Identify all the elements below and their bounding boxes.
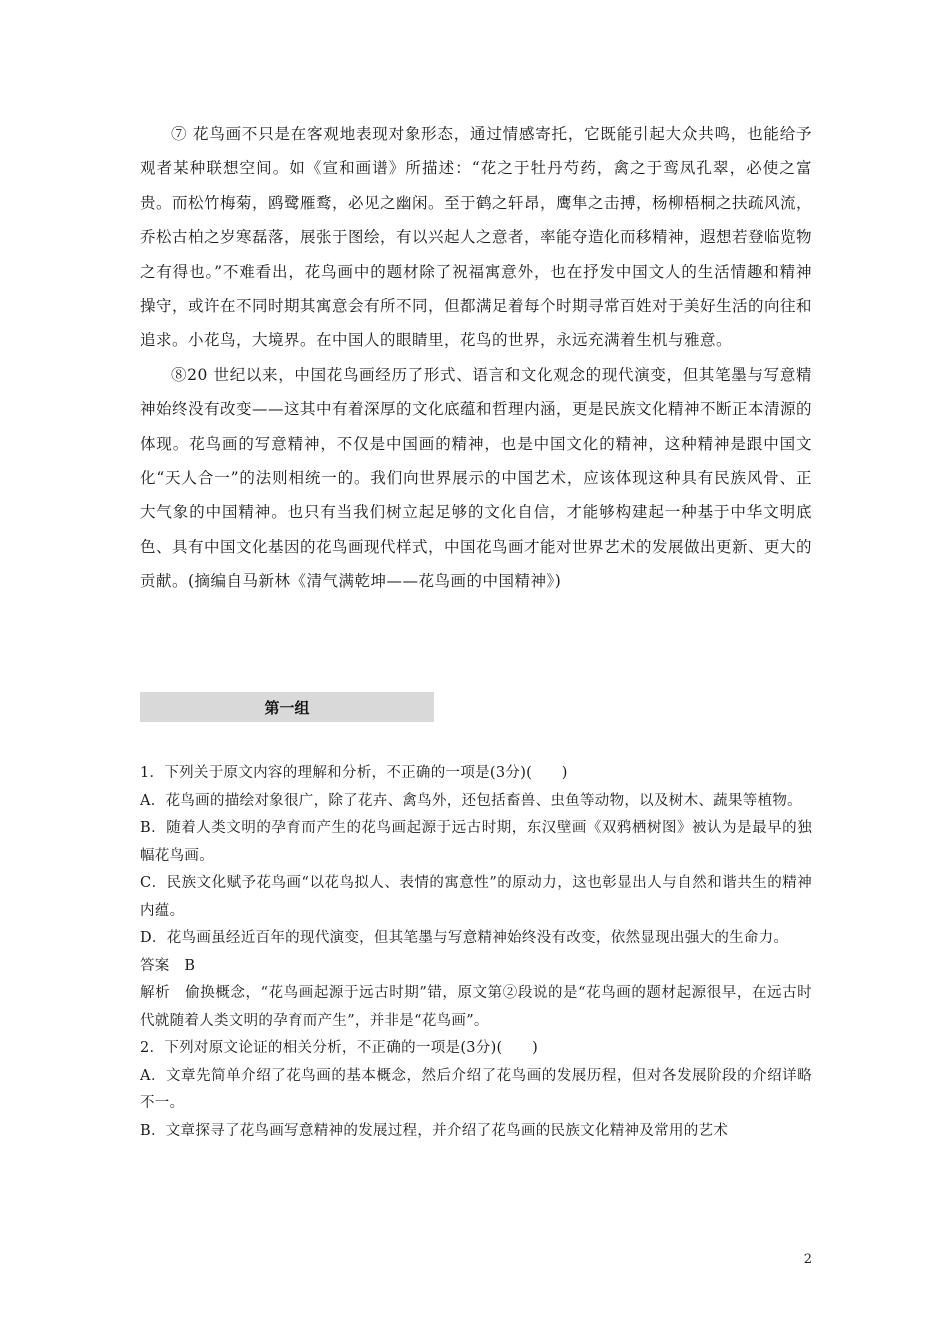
question-1-stem: 1．下列关于原文内容的理解和分析，不正确的一项是(3分)( ): [140, 765, 568, 781]
question-1-option-a: A．花鸟画的描绘对象很广，除了花卉、禽鸟外，还包括畜兽、虫鱼等动物，以及树木、蔬果等植物。: [140, 792, 802, 809]
page-number: 2: [803, 1252, 812, 1267]
question-1-analysis: 解析 偷换概念，“花鸟画起源于远古时期”错，原文第②段说的是“花鸟画的题材起源很早，在远古时代就随着人类文明的孕育而产生”，并非是“花鸟画”。: [140, 985, 812, 1029]
section-title: 第一组: [264, 698, 310, 717]
passage-paragraph-7: ⑦ 花鸟画不只是在客观地表现对象形态，通过情感寄托，它既能引起大众共鸣，也能给予观者某种联想空间。如《宣和画谱》所描述：“花之于牡丹芍药，禽之于鸾凤孔翠，必使之富贵。而松竹梅菊，鸥鹭雁鹜，必见之幽闲。至于鹤之轩昂，鹰隼之击搏，杨柳梧桐之扶疏风流，乔松古柏之岁寒磊落，展张于图绘，有以兴起人之意者，率能夺造化而移精神，遐想若登临览物之有得也。”不难看出，花鸟画中的题材除了祝福寓意外，也在抒发中国文人的生活情趣和精神操守，或许在不同时期其寓意会有所不同，但都满足着每个时期寻常百姓对于美好生活的向往和追求。小花鸟，大境界。在中国人的眼睛里，花鸟的世界，永远充满着生机与雅意。: [140, 125, 813, 350]
question-1-option-b: B．随着人类文明的孕育而产生的花鸟画起源于远古时期，东汉壁画《双鸦栖树图》被认为是最早的独幅花鸟画。: [140, 820, 812, 864]
question-2-stem: 2．下列对原文论证的相关分析，不正确的一项是(3分)( ): [140, 1040, 539, 1056]
passage-paragraph-8: ⑧20 世纪以来，中国花鸟画经历了形式、语言和文化观念的现代演变，但其笔墨与写意精神始终没有改变——这其中有着深厚的文化底蕴和哲理内涵，更是民族文化精神不断正本清源的体现。花鸟画的写意精神，不仅是中国画的精神，也是中国文化的精神，这种精神是跟中国文化“天人合一”的法则相统一的。我们向世界展示的中国艺术，应该体现这种具有民族风骨、正大气象的中国精神。也只有当我们树立起足够的文化自信，才能够构建起一种基于中华文明底色、具有中国文化基因的花鸟画现代样式，中国花鸟画才能对世界艺术的发展做出更新、更大的贡献。(摘编自马新林《清气满乾坤——花鸟画的中国精神》): [140, 365, 813, 591]
question-1-answer: 答案 B: [140, 957, 196, 974]
reading-passage: [140, 117, 812, 599]
question-list: [140, 760, 812, 1145]
question-2-option-a: A．文章先简单介绍了花鸟画的基本概念，然后介绍了花鸟画的发展历程，但对各发展阶段的介绍详略不一。: [140, 1067, 812, 1111]
question-1-option-c: C．民族文化赋予花鸟画“以花鸟拟人、表情的寓意性”的原动力，这也彰显出人与自然和谐共生的精神内蕴。: [140, 875, 812, 919]
section-header-bar: [140, 692, 434, 722]
question-1-option-d: D．花鸟画虽经近百年的现代演变，但其笔墨与写意精神始终没有改变，依然显现出强大的生命力。: [140, 930, 789, 946]
question-2-option-b: B．文章探寻了花鸟画写意精神的发展过程，并介绍了花鸟画的民族文化精神及常用的艺术: [140, 1122, 729, 1139]
